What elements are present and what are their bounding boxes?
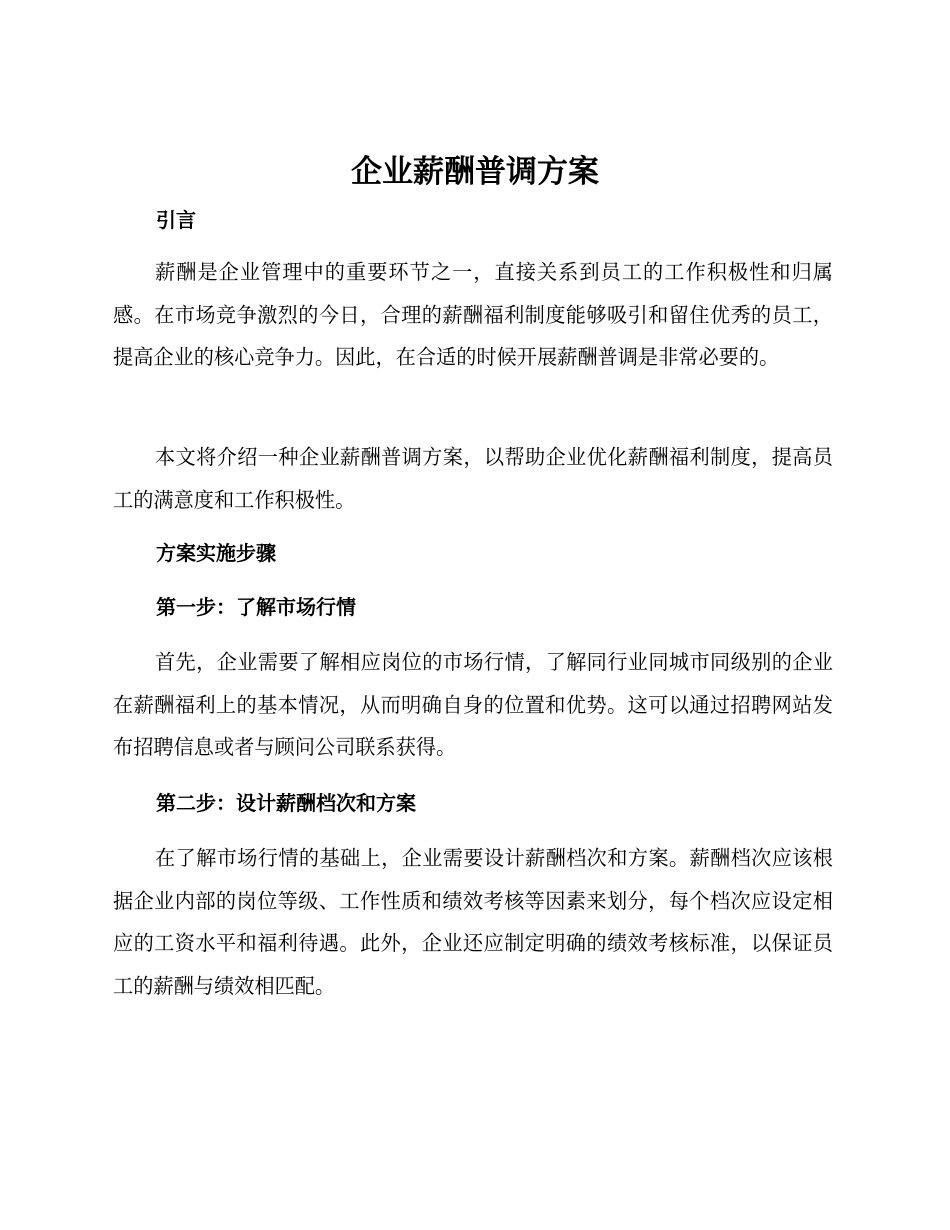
step2-heading: 第二步：设计薪酬档次和方案	[156, 791, 416, 815]
section-heading-steps: 方案实施步骤	[156, 541, 276, 565]
intro-paragraph-1: 薪酬是企业管理中的重要环节之一，直接关系到员工的工作积极性和归属感。在市场竞争激烈的今日，合理的薪酬福利制度能够吸引和留住优秀的员工，提高企业的核心竞争力。因此，在合适的时候开展薪酬普调是非常必要的。	[113, 260, 833, 369]
step2-paragraph: 在了解市场行情的基础上，企业需要设计薪酬档次和方案。薪酬档次应该根据企业内部的岗位等级、工作性质和绩效考核等因素来划分，每个档次应设定相应的工资水平和福利待遇。此外，企业还应制定明确的绩效考核标准，以保证员工的薪酬与绩效相匹配。	[113, 846, 833, 998]
intro-paragraph-2: 本文将介绍一种企业薪酬普调方案，以帮助企业优化薪酬福利制度，提高员工的满意度和工作积极性。	[113, 445, 833, 512]
document-title: 企业薪酬普调方案	[351, 154, 599, 190]
section-heading-intro: 引言	[156, 208, 196, 232]
step1-paragraph: 首先，企业需要了解相应岗位的市场行情，了解同行业同城市同级别的企业在薪酬福利上的基本情况，从而明确自身的位置和优势。这可以通过招聘网站发布招聘信息或者与顾问公司联系获得。	[113, 650, 833, 759]
step1-heading: 第一步：了解市场行情	[156, 595, 356, 619]
